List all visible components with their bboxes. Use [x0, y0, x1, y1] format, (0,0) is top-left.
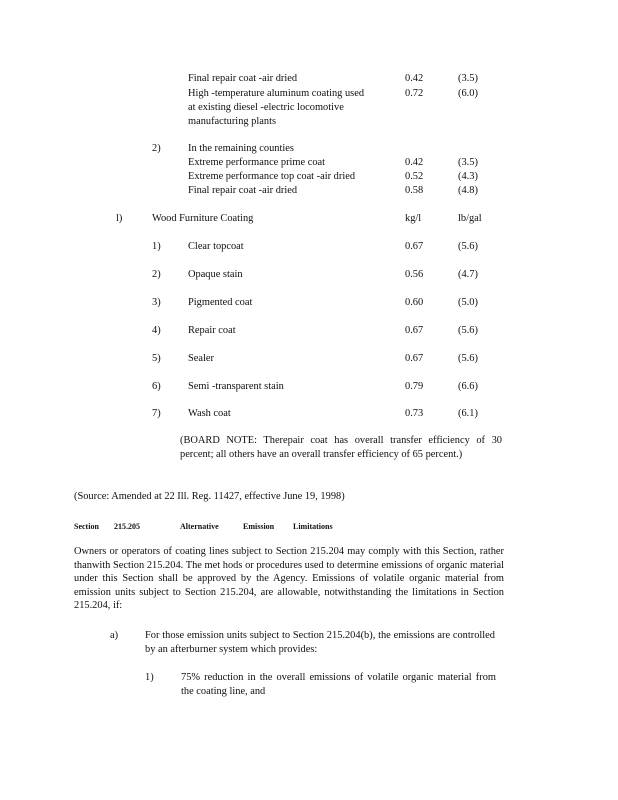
wood-item-lb: (6.1) — [458, 408, 478, 419]
remaining-item-lb: (4.3) — [458, 171, 478, 182]
item-high-temp-lb: (6.0) — [458, 88, 478, 99]
wood-item-number: 4) — [152, 325, 161, 336]
section-paragraph: Owners or operators of coating lines subject to Section 215.204 may comply with this Section, rather thanwith Section 215.204. The met hods or procedures used to determine emissions of organic material under this Section shall be approved by the Agency. Emissions of volatile organic material from emission units subject to Section 215.204, are allowable, notwithstanding the limitations in Section 215.204, if: — [74, 546, 504, 612]
wood-title: Wood Furniture Coating — [152, 213, 254, 224]
remaining-item-lb: (4.8) — [458, 185, 478, 196]
remaining-item-lb: (3.5) — [458, 157, 478, 168]
remaining-item-kg: 0.42 — [405, 157, 424, 168]
item-a-number: a) — [110, 630, 119, 641]
wood-item-kg: 0.73 — [405, 408, 424, 419]
wood-item-number: 6) — [152, 381, 161, 392]
section-title-word: Emission — [243, 522, 275, 531]
wood-item-kg: 0.79 — [405, 381, 424, 392]
wood-item-lb: (5.6) — [458, 353, 478, 364]
wood-item-lb: (6.6) — [458, 381, 478, 392]
wood-item-number: 2) — [152, 269, 161, 280]
item-a-text: For those emission units subject to Section 215.204(b), the emissions are controlled by an afterburner system which provides: — [145, 630, 495, 655]
wood-item-label: Opaque stain — [188, 269, 243, 280]
wood-item-lb: (5.6) — [458, 241, 478, 252]
remaining-item-label: Extreme performance top coat -air dried — [188, 171, 356, 182]
item-a1-number: 1) — [145, 672, 154, 683]
wood-item-label: Sealer — [188, 353, 214, 364]
item-final-repair-label: Final repair coat -air dried — [188, 73, 298, 84]
wood-unit-kg: kg/l — [405, 213, 422, 224]
wood-item-lb: (5.6) — [458, 325, 478, 336]
wood-item-kg: 0.67 — [405, 353, 424, 364]
wood-item-kg: 0.67 — [405, 325, 424, 336]
section-number: 215.205 — [114, 522, 140, 531]
remaining-item-kg: 0.52 — [405, 171, 424, 182]
wood-item-label: Semi -transparent stain — [188, 381, 284, 392]
item-high-temp-kg: 0.72 — [405, 88, 424, 99]
item-high-temp-line-1: High -temperature aluminum coating used — [188, 88, 365, 99]
remaining-item-kg: 0.58 — [405, 185, 424, 196]
item-high-temp-line-3: manufacturing plants — [188, 116, 277, 127]
section-title-word: Alternative — [180, 522, 219, 531]
remaining-header: In the remaining counties — [188, 143, 294, 154]
remaining-item-label: Final repair coat -air dried — [188, 185, 298, 196]
wood-item-label: Clear topcoat — [188, 241, 244, 252]
wood-item-lb: (5.0) — [458, 297, 478, 308]
wood-item-label: Repair coat — [188, 325, 236, 336]
item-final-repair-kg: 0.42 — [405, 73, 424, 84]
remaining-item-label: Extreme performance prime coat — [188, 157, 326, 168]
source-citation: (Source: Amended at 22 Ill. Reg. 11427, effective June 19, 1998) — [74, 491, 345, 502]
item-a1-text: 75% reduction in the overall emissions of volatile organic material from the coating line, and — [181, 672, 496, 697]
wood-item-label: Wash coat — [188, 408, 231, 419]
wood-unit-lb: lb/gal — [458, 213, 482, 224]
remaining-number: 2) — [152, 143, 161, 154]
section-label: Section — [74, 522, 99, 531]
wood-item-number: 7) — [152, 408, 161, 419]
section-title-word: Limitations — [293, 522, 333, 531]
board-note: (BOARD NOTE: Therepair coat has overall transfer efficiency of 30 percent; all others have an overall transfer efficiency of 65 percent.) — [180, 435, 502, 460]
wood-item-kg: 0.67 — [405, 241, 424, 252]
item-high-temp-line-2: at existing diesel -electric locomotive — [188, 102, 344, 113]
wood-item-number: 5) — [152, 353, 161, 364]
wood-item-kg: 0.60 — [405, 297, 424, 308]
wood-number: l) — [116, 213, 123, 224]
wood-item-kg: 0.56 — [405, 269, 424, 280]
wood-item-label: Pigmented coat — [188, 297, 253, 308]
item-final-repair-lb: (3.5) — [458, 73, 478, 84]
wood-item-number: 1) — [152, 241, 161, 252]
wood-item-lb: (4.7) — [458, 269, 478, 280]
wood-item-number: 3) — [152, 297, 161, 308]
